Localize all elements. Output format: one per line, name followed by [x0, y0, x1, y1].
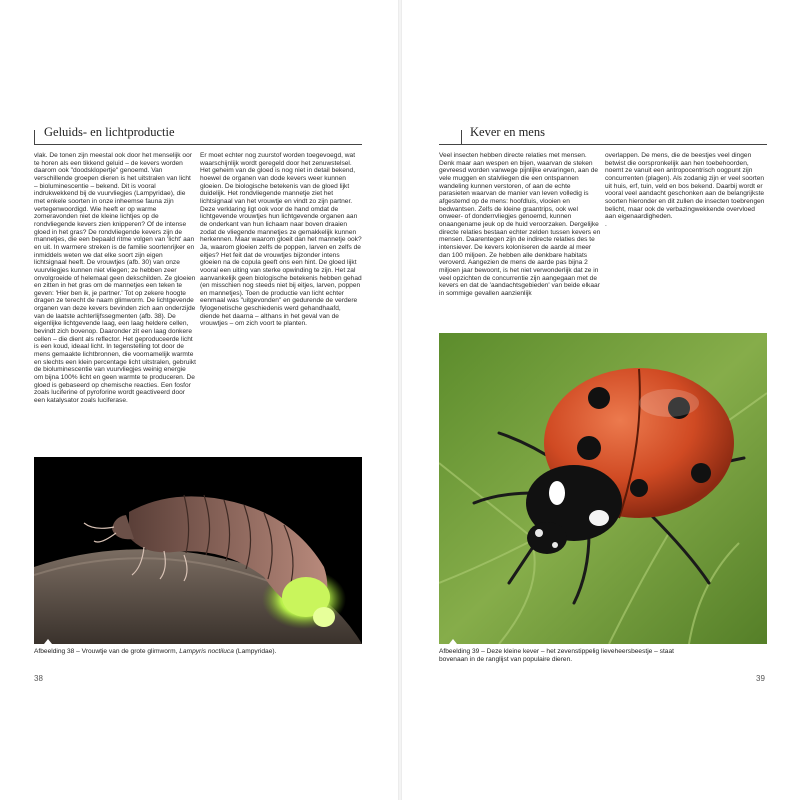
section-title-right: Kever en mens: [470, 125, 545, 139]
caption-marker-left: [44, 639, 52, 644]
section-rule-left: [34, 144, 362, 145]
text-column-1: [34, 152, 196, 442]
paragraph: vlak. De tonen zijn meestal ook door het menselijk oor te horen als een tikkend geluid – de kevers worden daarom ook "doodsklopertje" genoemd. Van verschillende groepen dieren is het uitstralen van licht – bioluminescentie – bekend. Dit is vooral indrukwekkend bij de vuurvliegjes (Lampyridae), die met enkele soorten in onze inheemse fauna zijn vertegenwoordigd. Wie heeft er op warme zomeravonden niet de kleine lichtjes op de rondvliegende kevers zien knipperen? Of de intense gloed in het gras? De rondvliegende kevers zijn de mannetjes, die een bepaald ritme volgen van 'licht' aan en uit. In warmere streken is de familie soortenrijker en inmiddels weten we dat elke soort zijn eigen lichtsignaal heeft. De vrouwtjes (afb. 30) van onze vuurvliegjes kunnen niet vliegen; ze hebben zeer onvolgroeide of helemaal geen dekschilden. Ze gloeien en zitten in het gras om de mannetjes een teken te geven: 'Hier ben ik, je partner.' Tot op zekere hoogte dragen ze terecht de naam glimworm. De lichtgevende organen van deze kevers bevinden zich aan onderzijde van de laatste achterlijfssegmenten (afb. 38). De eigenlijke lichtgevende laag, een laag heldere cellen, bevindt zich bovenop. Daaronder zit een laag donkere cellen – die dient als reflector. Het geproduceerde licht is een koud, ideaal licht. In tegenstelling tot door de mens gemaakte lichtbronnen, die voornamelijk warmte en slechts een klein percentage licht uitstralen, gebruikt de bioluminescentie van vuurvliegjes weinig energie om bijna 100% licht en geen warmte te produceren. De gloed is gebaseerd op chemische reacties. Een fosfor zoals luciferine of pyroforine wordt geactiveerd door een katalysator zoals luciferase.: [34, 152, 196, 404]
rule-tick-right: [461, 130, 462, 144]
glowworm-illustration: [34, 457, 362, 644]
paragraph: Veel insecten hebben directe relaties met mensen. Denk maar aan wespen en bijen, waarvan de steken gevreesd worden vanwege pijnlijke ervaringen, aan de vele muggen en stalvliegen die een ontspannen wandeling kunnen verstoren, of aan de echte parasieten waarvan de manier van leven volledig is afgestemd op de mens: hoofdluis, vlooien en bedwantsen. Zelfs de kleine graantrips, ook wel onweer- of donderrvliegjes genoemd, kunnen onaangename jeuk op de huid veroorzaken. Dergelijke directe relaties bestaan echter zelden tussen kevers en mensen. Daarentegen zijn de indirecte relaties des te intensiever. De kevers koloniseren de aarde al meer dan 100 miljoen. Ze hebben alle denkbare habitats veroverd. Aangezien de mens de aarde pas bijna 2 miljoen jaar bewoont, is het niet verwonderlijk dat ze in veel opzichten de concurrentie zijn aangegaan met de kevers en dat de 'aandachtsgebieden' van beide elkaar in sommige gevallen aanzienlijk: [439, 152, 601, 297]
paragraph: Er moet echter nog zuurstof worden toegevoegd, wat waarschijnlijk wordt geregeld door het zenuwstelsel. Het geheim van de gloed is nog niet in detail bekend, hoewel de organen van dode kevers weer kunnen gloeien. De biologische betekenis van de gloed lijkt duidelijk. Het rondvliegende mannetje ziet het lichtsignaal van het vrouwtje en vindt zo zijn partner. Deze verklaring ligt ook voor de hand omdat de lichtgevende vrouwtjes hun lichtgevende organen aan de onderkant van hun lichaam naar boven draaien zodat de vliegende mannetjes ze gemakkelijk kunnen herkennen. Maar waarom gloeit dan het mannetje ook? Ja, waarom gloeien zelfs de poppen, larven en zelfs de eitjes? Het feit dat de vrouwtjes bijzonder intens gloeien na de copula geeft ons een hint. De gloed lijkt vooral een uiting van sterke opwinding te zijn. Het zal aanvankelijk geen biologische betekenis hebben gehad (en misschien nog steeds niet bij eitjes, larven, poppen en mannetjes). Toen de productie van licht echter eenmaal was "uitgevonden" en gedurende de verdere fylogenetische geschiedenis werd gehandhaafd, diende het daarna – althans in het geval van de vrouwtjes – om zich voort te planten.: [200, 152, 362, 328]
right-page: [400, 0, 800, 800]
caption-left: [34, 648, 362, 656]
ladybird-photo: [439, 333, 767, 644]
caption-right: Afbeelding 39 – Deze kleine kever – het zevenstippelig lieveheersbeestje – staat bovenaan in de ranglijst van populaire dieren.: [439, 648, 674, 664]
section-rule-right: [439, 144, 767, 145]
text-column-2: [200, 152, 362, 362]
caption-text: (Lampyridae).: [233, 648, 277, 655]
rule-tick-left: [34, 130, 35, 144]
caption-species: Lampyris noctiluca: [179, 648, 234, 655]
paragraph-tail: .: [605, 220, 607, 228]
section-title-left: Geluids- en lichtproductie: [44, 125, 175, 139]
paragraph: overlappen. De mens, die de beestjes veel dingen betwist die oorspronkelijk aan hen toebehoorden, noemt ze vanuit een antropocentrisch oogpunt zijn concurrenten (plagen). Als zodanig zijn er veel soorten uit huis, erf, tuin, veld en bos bekend. Daarbij wordt er vooral veel aandacht geschonken aan de belangrijkste soorten hieronder en dit zullen de insecten toebrengen belicht, maar ook de verbazingwekkende overvloed aan eigenaardigheden.: [605, 152, 765, 221]
caption-text: Afbeelding 38 – Vrouwtje van de grote glimworm,: [34, 648, 180, 655]
ladybird-illustration: [439, 333, 767, 644]
caption-marker-right: [449, 639, 457, 644]
page-number-left: 38: [34, 674, 43, 683]
page-number-right: 39: [756, 674, 765, 683]
text-column-3: [439, 152, 601, 322]
text-column-4: [605, 152, 767, 252]
glowworm-photo: [34, 457, 362, 644]
